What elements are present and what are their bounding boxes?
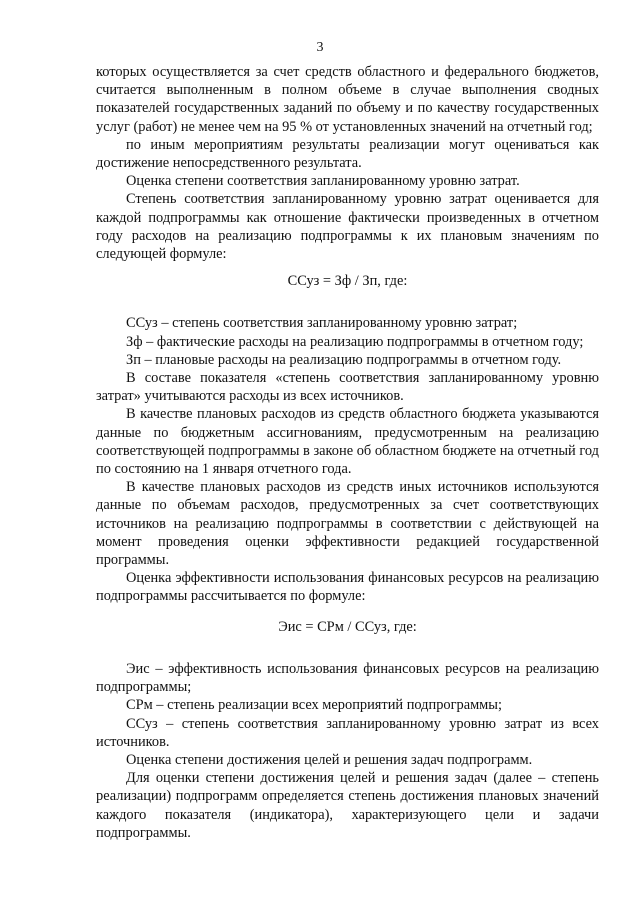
definition-zf: Зф – фактические расходы на реализацию подпрограммы в отчетном году; — [126, 333, 584, 350]
definition-srm: СРм – степень реализации всех мероприятий подпрограммы; — [126, 697, 502, 714]
paragraph: Для оценки степени достижения целей и решения задач (далее – степень реализации) подпрограмм определяется степень достижения плановых значений каждого показателя (индикатора), характеризующего цели и задачи подпрограммы. — [96, 770, 599, 841]
paragraph: В составе показателя «степень соответствия запланированному уровню затрат» учитываются расходы из всех источников. — [96, 370, 599, 405]
definition-eis: Эис – эффективность использования финансовых ресурсов на реализацию подпрограммы; — [96, 660, 599, 696]
section-heading: Оценка степени соответствия запланированному уровню затрат. — [126, 173, 520, 190]
definition-ssuz: ССуз – степень соответствия запланированному уровню затрат; — [126, 315, 518, 332]
document-body — [96, 63, 599, 842]
definition-ssuz-all: ССуз – степень соответствия запланированному уровню затрат из всех источников. — [96, 715, 599, 750]
paragraph: В качестве плановых расходов из средств областного бюджета указываются данные по бюджетным ассигнованиям, предусмотренным на реализацию соответствующей подпрограммы в законе об областном бюджете на отчетный год по состоянию на 1 января отчетного года. — [96, 406, 599, 478]
formula-eis: Эис = СРм / ССуз, где: — [278, 618, 417, 635]
paragraph: которых осуществляется за счет средств областного и федерального бюджетов, считается выполненным в полном объеме в случае выполнения сводных показателей государственных заданий по объему и по качеству государственных услуг (работ) не менее чем на 95 % от установленных значений на отчетный год; — [96, 64, 599, 135]
paragraph: В качестве плановых расходов из средств иных источников используются данные по объемам расходов, предусмотренных за счет соответствующих источников на реализацию подпрограммы в соответствии с действующей на момент проведения оценки эффективности редакцией государственной программы. — [96, 479, 599, 569]
paragraph: Оценка эффективности использования финансовых ресурсов на реализацию подпрограммы рассчитывается по формуле: — [96, 570, 599, 605]
page-number: 3 — [316, 40, 324, 55]
section-heading: Оценка степени достижения целей и решения задач подпрограмм. — [126, 751, 533, 768]
paragraph: Степень соответствия запланированному уровню затрат оценивается для каждой подпрограммы как отношение фактически произведенных в отчетном году расходов на реализацию подпрограммы к их плановым значениям по следующей формуле: — [96, 191, 599, 263]
definition-zp: Зп – плановые расходы на реализацию подпрограммы в отчетном году. — [126, 351, 562, 368]
paragraph: по иным мероприятиям результаты реализации могут оцениваться как достижение непосредственного результата. — [96, 136, 599, 172]
formula-ssuz: ССуз = Зф / Зп, где: — [287, 273, 408, 290]
